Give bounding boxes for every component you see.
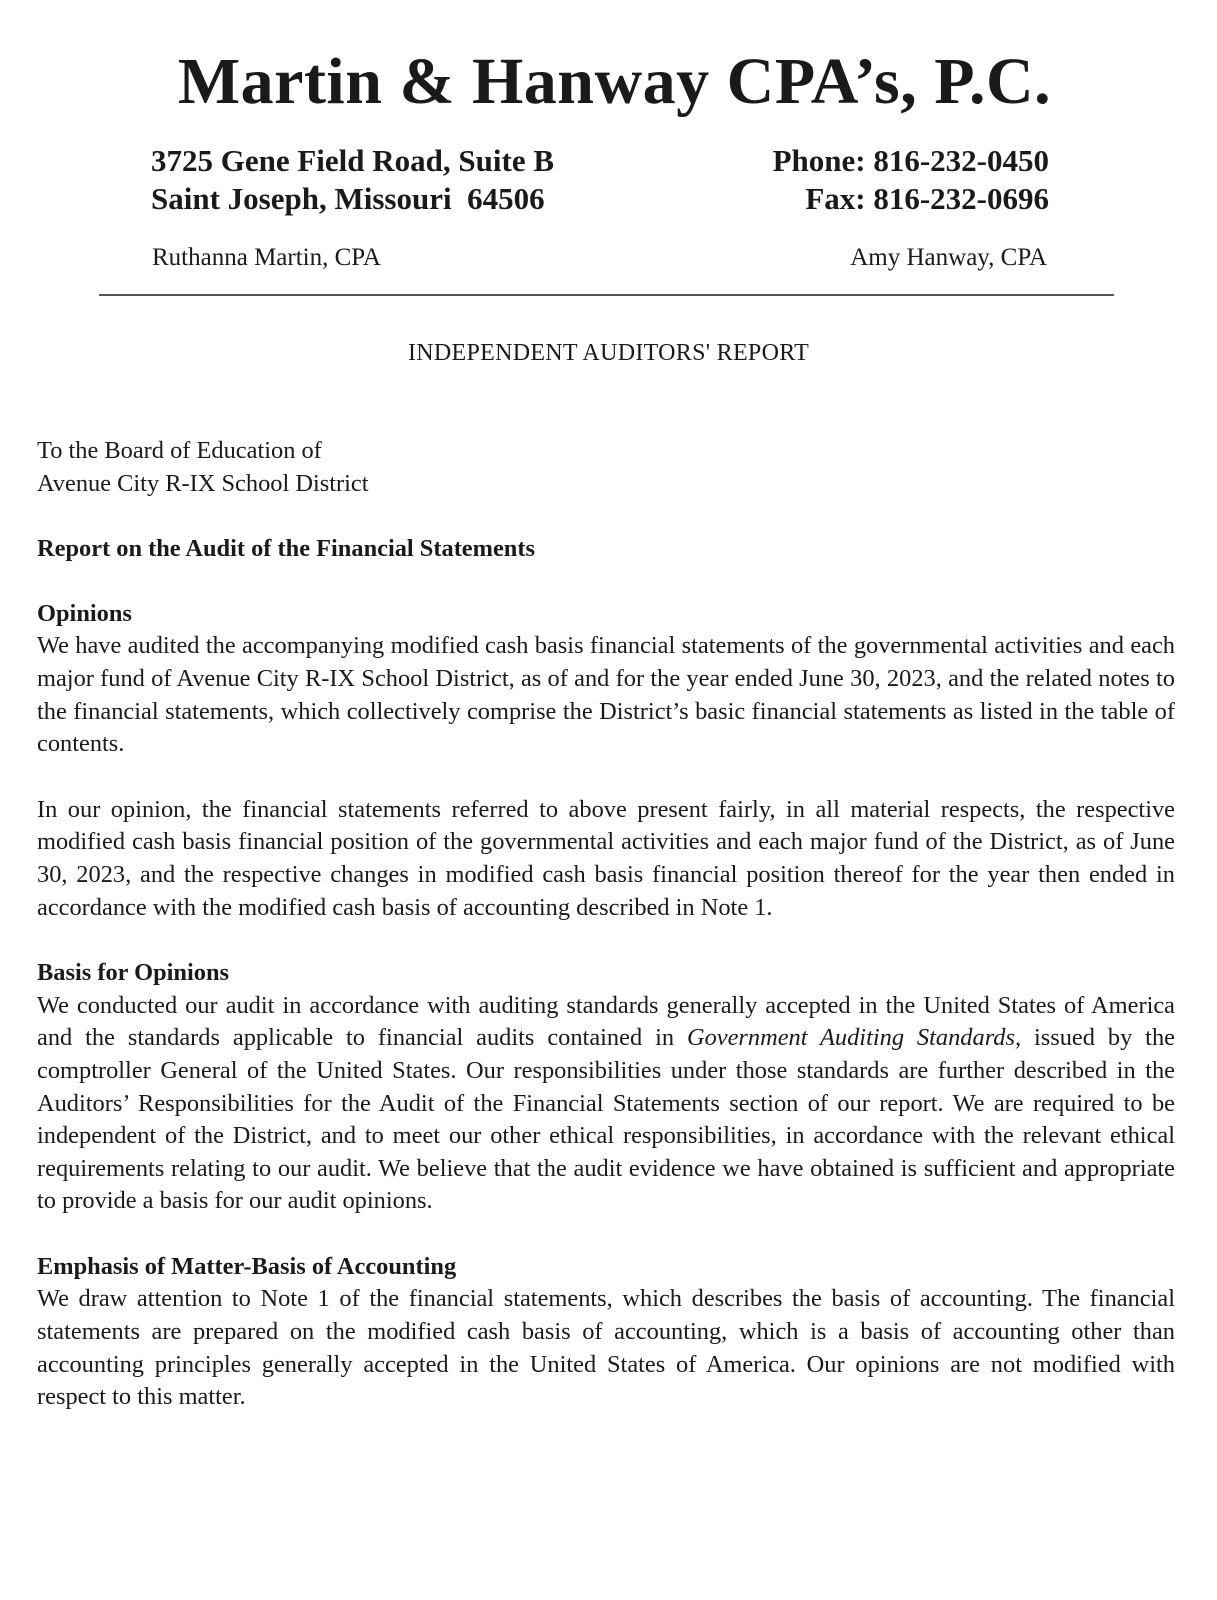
basis-for-opinions-paragraph [37, 990, 1175, 1218]
letterhead-divider [99, 294, 1114, 296]
fax-number: Fax: 816-232-0696 [805, 181, 1049, 216]
firm-name: Martin & Hanway CPA’s, P.C. [177, 45, 1052, 118]
opinions-paragraph-2: In our opinion, the financial statements referred to above present fairly, in all material respects, the respective modified cash basis financial position of the governmental activities and each major fund of the District, as of June 30, 2023, and the respective changes in modified cash basis financial position thereof for the year then ended in accordance with the modified cash basis of accounting described in Note 1. [37, 795, 1175, 921]
basis-italic-title: Government Auditing Standards, [686, 1024, 1022, 1052]
basis-for-opinions-heading: Basis for Opinions [37, 959, 230, 987]
opinions-paragraph-1: We have audited the accompanying modified cash basis financial statements of the governmental activities and each major fund of Avenue City R-IX School District, as of and for the year ended June 30, 2023, and the related notes to the financial statements, which collectively comprise the District’s basic financial statements as listed in the table of contents. [37, 632, 1175, 758]
address-line-2: Saint Joseph, Missouri 64506 [151, 181, 545, 216]
addressee-line-1: To the Board of Education of [37, 437, 322, 464]
firm-address [151, 142, 554, 218]
basis-text-part-2: issued by the comptroller General of the United States. Our responsibilities under those standards are further described in the Auditors’ Responsibilities for the Audit of the Financial Statements section of our report. We are required to be independent of the District, and to meet our other ethical responsibilities, in accordance with the relevant ethical requirements relating to our audit. We believe that the audit evidence we have obtained is sufficient and appropriate to provide a basis for our audit opinions. [37, 1024, 1175, 1215]
report-body [37, 435, 1175, 1414]
firm-contact [773, 142, 1049, 218]
main-heading: Report on the Audit of the Financial Statements [37, 535, 535, 563]
emphasis-of-matter-paragraph: We draw attention to Note 1 of the financial statements, which describes the basis of accounting. The financial statements are prepared on the modified cash basis of accounting, which is a basis of accounting other than accounting principles generally accepted in the United States of America. Our opinions are not modified with respect to this matter. [37, 1285, 1175, 1411]
opinions-heading: Opinions [37, 599, 132, 627]
emphasis-of-matter-heading: Emphasis of Matter-Basis of Accounting [37, 1252, 457, 1280]
partner-name-left: Ruthanna Martin, CPA [152, 244, 381, 271]
basis-text-part-1: We conducted our audit in accordance with auditing standards generally accepted in the United States of America and the standards applicable to financial audits contained in [37, 991, 1175, 1052]
addressee [37, 435, 1175, 500]
addressee-line-2: Avenue City R-IX School District [37, 469, 369, 497]
phone-number: Phone: 816-232-0450 [772, 143, 1049, 178]
address-line-1: 3725 Gene Field Road, Suite B [151, 143, 555, 178]
partner-name-right: Amy Hanway, CPA [850, 244, 1047, 271]
report-title: INDEPENDENT AUDITORS' REPORT [407, 340, 810, 366]
